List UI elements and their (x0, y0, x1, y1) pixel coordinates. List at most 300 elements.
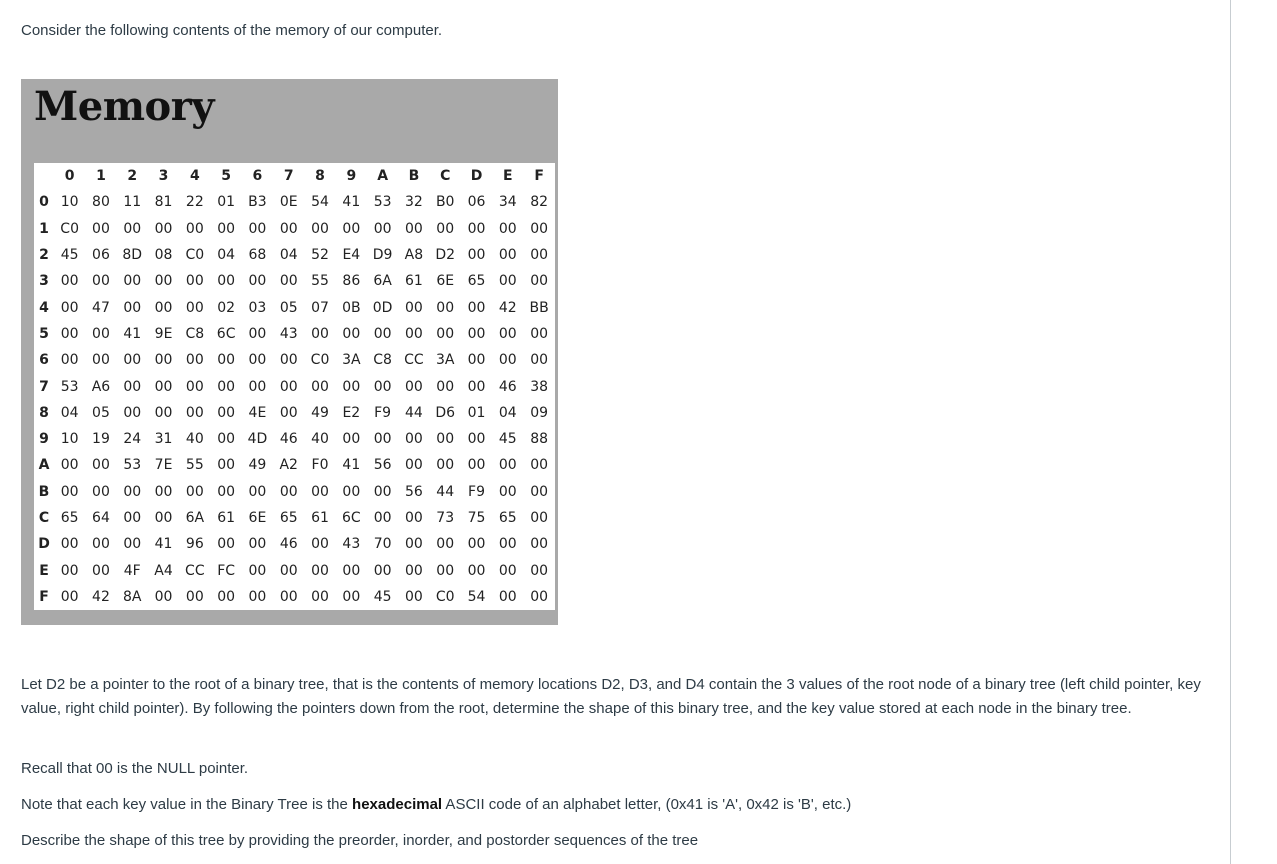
memory-cell: 01 (467, 404, 486, 421)
memory-cell: 00 (60, 483, 79, 500)
memory-cell: 00 (498, 457, 517, 474)
memory-cell: 41 (154, 536, 173, 553)
memory-row (34, 189, 555, 215)
memory-cell: D6 (435, 404, 456, 421)
memory-cell: 04 (498, 404, 517, 421)
memory-cell: 05 (92, 404, 110, 421)
memory-cell: 00 (436, 536, 455, 553)
memory-cell: 00 (530, 510, 549, 526)
memory-cell: 04 (60, 404, 79, 421)
memory-cell: 86 (342, 273, 361, 290)
column-header: D (470, 168, 483, 185)
column-header: 4 (189, 168, 200, 185)
content-right-border (1230, 0, 1231, 864)
memory-cell: 44 (436, 483, 455, 500)
memory-cell: 00 (405, 510, 423, 526)
memory-cell: 00 (436, 220, 455, 237)
memory-cell: 00 (60, 352, 79, 369)
memory-cell: 00 (311, 378, 329, 395)
memory-cell: 73 (436, 510, 455, 526)
memory-cell: 00 (60, 299, 79, 316)
memory-cell: 00 (60, 273, 79, 290)
memory-cell: 00 (311, 536, 329, 553)
memory-cell: 00 (530, 536, 549, 553)
memory-cell: 00 (373, 220, 392, 237)
memory-row (34, 531, 555, 557)
memory-cell: 00 (123, 220, 142, 237)
memory-cell: 00 (498, 273, 517, 290)
memory-cell: 00 (60, 588, 79, 605)
memory-cell: 10 (60, 194, 79, 211)
memory-cell: 65 (467, 273, 486, 290)
memory-cell: 42 (92, 588, 110, 605)
intro-text: Consider the following contents of the memory of our computer. (21, 22, 443, 39)
memory-row (34, 321, 555, 347)
memory-cell: 00 (217, 404, 236, 421)
memory-cell: 47 (92, 299, 110, 316)
memory-cell: 00 (185, 483, 204, 500)
memory-cell: 6C (216, 325, 236, 342)
memory-cell: 00 (248, 352, 267, 369)
memory-cell: 05 (279, 299, 298, 316)
memory-cell: 70 (373, 536, 392, 553)
memory-cell: 00 (154, 378, 173, 395)
memory-cell: 00 (467, 325, 486, 342)
memory-title: Memory (34, 83, 215, 130)
memory-cell: 00 (92, 220, 110, 237)
column-header: 0 (64, 168, 75, 185)
memory-row (34, 242, 555, 268)
column-header: 9 (346, 168, 357, 185)
memory-cell: 00 (248, 273, 267, 290)
memory-cell: 00 (92, 325, 110, 342)
memory-cell: BB (529, 299, 549, 316)
memory-cell: 00 (185, 220, 204, 237)
memory-cell: 00 (248, 378, 267, 395)
memory-cell: 6A (185, 510, 205, 526)
memory-cell: 00 (185, 273, 204, 290)
memory-cell: 00 (217, 378, 236, 395)
memory-cell: 11 (123, 194, 142, 211)
memory-cell: 8A (123, 588, 142, 605)
memory-cell: C8 (373, 352, 392, 369)
row-header: 3 (39, 273, 49, 290)
memory-cell: 81 (154, 194, 173, 211)
memory-row (34, 452, 555, 478)
memory-cell: 04 (217, 247, 236, 264)
corner-cell (34, 163, 54, 189)
memory-cell: D9 (372, 247, 393, 264)
memory-cell: 00 (185, 352, 204, 369)
memory-cell: 00 (92, 352, 110, 369)
memory-cell: 00 (467, 247, 486, 264)
memory-body (34, 189, 555, 610)
memory-cell: 10 (60, 431, 79, 448)
memory-cell: 07 (311, 299, 329, 316)
memory-cell: 40 (185, 431, 204, 448)
memory-cell: 00 (217, 536, 236, 553)
memory-cell: 00 (185, 378, 204, 395)
memory-cell: A8 (404, 247, 424, 264)
row-header: 4 (39, 299, 49, 316)
memory-cell: 00 (279, 273, 298, 290)
memory-cell: 00 (279, 483, 298, 500)
memory-cell: 00 (60, 457, 79, 474)
row-header: 9 (39, 431, 49, 448)
memory-cell: 00 (279, 404, 298, 421)
memory-cell: 65 (60, 510, 79, 526)
memory-cell: C0 (435, 588, 455, 605)
memory-cell: B3 (248, 194, 267, 211)
memory-cell: 00 (217, 457, 236, 474)
memory-cell: 80 (92, 194, 110, 211)
memory-cell: 40 (311, 431, 329, 448)
memory-cell: 00 (530, 273, 549, 290)
memory-cell: 09 (530, 404, 549, 421)
memory-row (34, 505, 555, 531)
memory-cell: 61 (405, 273, 423, 290)
memory-cell: 00 (92, 273, 110, 290)
memory-cell: C0 (185, 247, 205, 264)
memory-cell: 00 (123, 352, 142, 369)
memory-cell: 00 (373, 325, 392, 342)
memory-cell: 00 (311, 562, 329, 579)
memory-cell: 00 (185, 588, 204, 605)
memory-row (34, 373, 555, 399)
memory-cell: 4F (123, 562, 141, 579)
memory-cell: 00 (530, 457, 549, 474)
memory-cell: 0B (342, 299, 361, 316)
column-header: B (408, 168, 420, 185)
column-header: 8 (315, 168, 325, 185)
memory-cell: 00 (436, 562, 455, 579)
memory-cell: 00 (530, 247, 549, 264)
memory-row (34, 557, 555, 583)
memory-cell: 00 (373, 510, 392, 526)
memory-cell: 49 (248, 457, 267, 474)
row-header: 5 (39, 325, 49, 342)
memory-cell: 00 (248, 588, 267, 605)
memory-cell: 00 (279, 220, 298, 237)
memory-cell: 00 (60, 325, 79, 342)
memory-cell: 00 (436, 325, 455, 342)
memory-cell: 00 (436, 378, 455, 395)
memory-cell: 00 (467, 536, 486, 553)
memory-cell: 00 (373, 483, 392, 500)
memory-cell: 06 (467, 194, 486, 211)
memory-cell: 00 (498, 588, 517, 605)
memory-cell: 00 (342, 562, 361, 579)
memory-cell: FC (217, 562, 236, 579)
memory-cell: 22 (185, 194, 204, 211)
column-header: 2 (127, 168, 138, 185)
memory-cell: 00 (498, 325, 517, 342)
memory-cell: 00 (467, 562, 486, 579)
memory-cell: 00 (405, 325, 423, 342)
memory-cell: E4 (342, 247, 361, 264)
memory-row (34, 294, 555, 320)
memory-cell: 00 (530, 220, 549, 237)
memory-cell: 00 (123, 378, 142, 395)
column-header: C (440, 168, 451, 185)
memory-cell: 3A (342, 352, 361, 369)
memory-cell: 00 (279, 562, 298, 579)
memory-cell: 49 (311, 404, 329, 421)
memory-cell: 00 (467, 431, 486, 448)
row-header: A (38, 457, 50, 474)
memory-cell: 00 (248, 536, 267, 553)
memory-cell: 38 (530, 378, 549, 395)
memory-cell: 00 (154, 588, 173, 605)
memory-cell: 00 (436, 299, 455, 316)
memory-cell: 02 (217, 299, 236, 316)
memory-cell: 00 (498, 562, 517, 579)
memory-cell: 00 (123, 483, 142, 500)
memory-cell: 00 (154, 510, 173, 526)
memory-cell: 45 (60, 247, 79, 264)
memory-cell: 00 (467, 299, 486, 316)
memory-cell: 96 (185, 536, 204, 553)
memory-cell: 00 (405, 431, 423, 448)
memory-cell: 00 (92, 536, 110, 553)
row-header: 1 (39, 220, 49, 237)
memory-cell: 32 (405, 194, 423, 211)
memory-cell: 00 (373, 431, 392, 448)
memory-cell: 00 (60, 536, 79, 553)
memory-cell: 45 (498, 431, 517, 448)
memory-cell: D2 (435, 247, 456, 264)
memory-cell: 24 (123, 431, 142, 448)
memory-cell: 00 (467, 378, 486, 395)
memory-cell: 56 (405, 483, 423, 500)
memory-cell: 65 (279, 510, 298, 526)
memory-cell: 00 (248, 562, 267, 579)
memory-cell: 54 (311, 194, 329, 211)
memory-cell: 88 (530, 431, 549, 448)
memory-cell: 00 (279, 378, 298, 395)
memory-cell: 00 (498, 483, 517, 500)
memory-cell: 00 (530, 562, 549, 579)
memory-cell: A6 (91, 378, 111, 395)
memory-cell: 00 (217, 273, 236, 290)
memory-cell: 00 (123, 299, 142, 316)
memory-cell: 4D (247, 431, 268, 448)
memory-cell: 53 (373, 194, 392, 211)
memory-cell: 04 (279, 247, 298, 264)
memory-cell: 43 (279, 325, 298, 342)
memory-cell: A4 (154, 562, 173, 579)
column-header: A (377, 168, 389, 185)
memory-cell: 00 (60, 562, 79, 579)
memory-cell: 00 (405, 562, 423, 579)
column-header: 3 (158, 168, 169, 185)
memory-cell: 06 (92, 247, 110, 264)
memory-cell: 46 (279, 431, 298, 448)
memory-cell: 8D (122, 247, 143, 264)
memory-cell: 00 (248, 220, 267, 237)
memory-cell: 65 (498, 510, 517, 526)
memory-row (34, 347, 555, 373)
memory-cell: 00 (154, 273, 173, 290)
row-header: 6 (39, 352, 49, 369)
row-header: 8 (39, 404, 49, 421)
memory-cell: 0E (279, 194, 298, 211)
memory-row (34, 479, 555, 505)
memory-cell: 41 (342, 194, 361, 211)
memory-cell: 00 (123, 536, 142, 553)
memory-cell: 00 (342, 378, 361, 395)
memory-cell: 54 (467, 588, 486, 605)
memory-cell: 34 (498, 194, 517, 211)
memory-cell: 00 (311, 325, 329, 342)
column-header: F (534, 168, 544, 185)
memory-cell: B0 (435, 194, 455, 211)
memory-cell: E2 (342, 404, 361, 421)
memory-cell: 31 (154, 431, 173, 448)
memory-cell: F9 (468, 483, 485, 500)
memory-cell: 68 (248, 247, 267, 264)
memory-cell: 00 (342, 220, 361, 237)
memory-cell: 00 (342, 483, 361, 500)
memory-cell: C0 (60, 220, 79, 237)
memory-cell: 00 (467, 220, 486, 237)
memory-cell: 55 (185, 457, 204, 474)
row-header: D (38, 536, 50, 553)
memory-cell: 00 (217, 483, 236, 500)
memory-cell: 3A (435, 352, 455, 369)
memory-cell: 00 (248, 483, 267, 500)
memory-cell: 00 (154, 352, 173, 369)
memory-cell: 00 (342, 431, 361, 448)
memory-cell: 00 (279, 352, 298, 369)
column-header: 6 (252, 168, 263, 185)
memory-cell: 43 (342, 536, 361, 553)
memory-cell: 01 (217, 194, 236, 211)
memory-cell: 00 (92, 483, 110, 500)
memory-row (34, 216, 555, 242)
hex-note-emphasis: hexadecimal (352, 796, 443, 813)
memory-cell: 55 (311, 273, 329, 290)
memory-cell: 56 (373, 457, 392, 474)
memory-cell: 00 (92, 562, 110, 579)
memory-cell: 00 (185, 404, 204, 421)
memory-cell: 00 (217, 588, 236, 605)
memory-cell: 00 (498, 247, 517, 264)
memory-cell: A2 (279, 457, 298, 474)
memory-cell: 00 (154, 220, 173, 237)
memory-cell: 00 (405, 457, 423, 474)
memory-cell: 6E (436, 273, 455, 290)
memory-cell: 19 (92, 431, 110, 448)
memory-cell: 00 (248, 325, 267, 342)
task-description: Describe the shape of this tree by providing the preorder, inorder, and postorder sequences of the tree (21, 832, 699, 849)
memory-cell: 53 (123, 457, 142, 474)
memory-cell: 0D (372, 299, 393, 316)
memory-cell: 00 (467, 352, 486, 369)
memory-cell: 61 (217, 510, 236, 526)
memory-cell: C8 (185, 325, 205, 342)
memory-cell: 82 (530, 194, 549, 211)
memory-cell: 00 (498, 352, 517, 369)
memory-cell: 00 (154, 299, 173, 316)
memory-cell: 00 (217, 352, 236, 369)
memory-cell: 00 (405, 536, 423, 553)
memory-cell: 00 (405, 378, 423, 395)
memory-row (34, 400, 555, 426)
memory-cell: 00 (311, 588, 329, 605)
memory-cell: 00 (311, 220, 329, 237)
memory-cell: 00 (405, 299, 423, 316)
memory-cell: 45 (373, 588, 392, 605)
memory-cell: 00 (311, 483, 329, 500)
memory-cell: 75 (467, 510, 486, 526)
row-header: C (38, 510, 50, 526)
memory-cell: 00 (467, 457, 486, 474)
memory-cell: 00 (123, 510, 142, 526)
memory-row (34, 426, 555, 452)
memory-cell: 00 (530, 352, 549, 369)
memory-cell: 6C (341, 510, 361, 526)
memory-cell: F0 (311, 457, 329, 474)
hex-note-tail: ASCII code of an alphabet letter, (0x41 is 'A', 0x42 is 'B', etc.) (442, 796, 852, 813)
memory-cell: 7E (154, 457, 173, 474)
hex-ascii-note (21, 793, 1221, 817)
memory-cell: 00 (279, 588, 298, 605)
memory-cell: 00 (123, 273, 142, 290)
memory-cell: 08 (154, 247, 173, 264)
memory-cell: 00 (342, 325, 361, 342)
memory-cell: 00 (373, 378, 392, 395)
memory-cell: 44 (405, 404, 423, 421)
memory-row (34, 584, 555, 610)
memory-cell: CC (185, 562, 205, 579)
memory-cell: 00 (436, 431, 455, 448)
hex-note-lead: Note that each key value in the Binary Tree is the (21, 796, 353, 813)
memory-cell: 00 (405, 220, 423, 237)
memory-cell: CC (404, 352, 424, 369)
memory-cell: 64 (92, 510, 110, 526)
memory-cell: 41 (342, 457, 361, 474)
memory-cell: 00 (123, 404, 142, 421)
memory-cell: 00 (154, 483, 173, 500)
memory-cell: 00 (436, 457, 455, 474)
memory-figure (21, 79, 558, 625)
memory-cell: 00 (530, 588, 549, 605)
memory-row (34, 268, 555, 294)
memory-cell: 6E (248, 510, 267, 526)
memory-table (34, 163, 555, 610)
row-header: B (38, 483, 50, 500)
memory-cell: 00 (373, 562, 392, 579)
memory-cell: C0 (310, 352, 330, 369)
row-header: 7 (39, 378, 49, 395)
memory-cell: 00 (530, 325, 549, 342)
row-header: E (39, 562, 49, 579)
memory-cell: 00 (217, 431, 236, 448)
memory-cell: 00 (498, 536, 517, 553)
memory-cell: 00 (154, 404, 173, 421)
memory-cell: 46 (498, 378, 517, 395)
memory-cell: F9 (374, 404, 392, 421)
row-header: 2 (39, 247, 49, 264)
row-header: 0 (39, 194, 49, 211)
column-header: 7 (283, 168, 294, 185)
memory-header-row (34, 163, 555, 189)
memory-cell: 00 (530, 483, 549, 500)
memory-cell: 00 (342, 588, 361, 605)
memory-cell: 42 (498, 299, 517, 316)
row-header: F (39, 588, 49, 605)
